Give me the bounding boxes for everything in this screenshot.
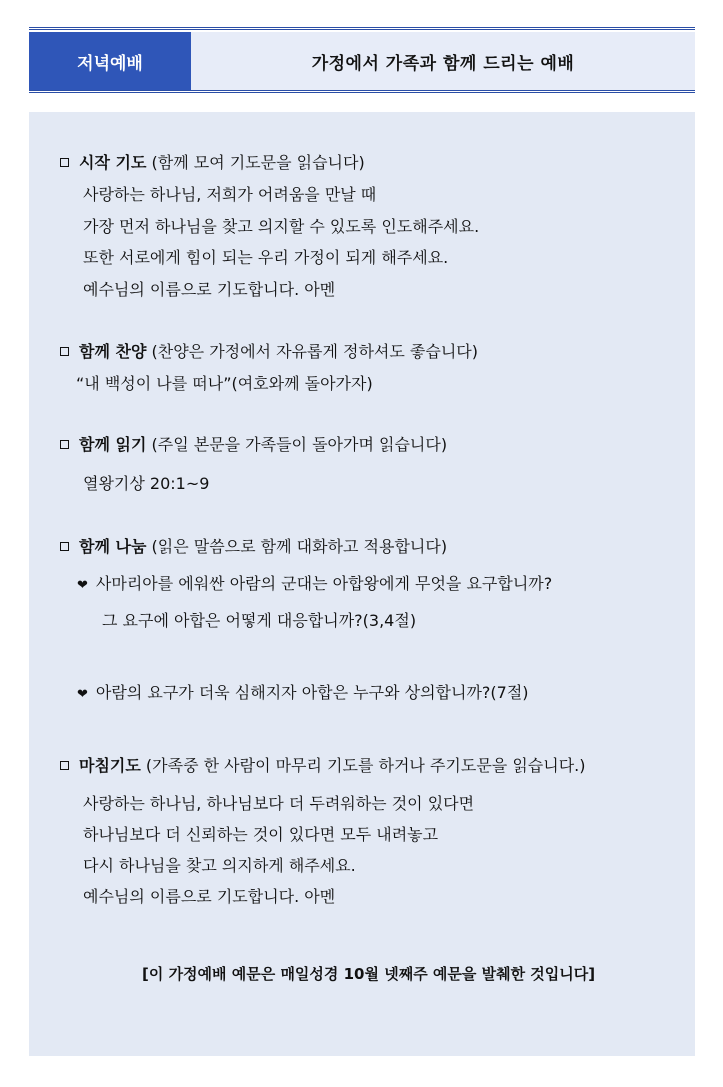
section-opening-prayer-heading <box>60 153 365 173</box>
checkbox-square-icon <box>60 347 69 356</box>
prayer-line: 예수님의 이름으로 기도합니다. 아멘 <box>83 280 336 299</box>
section-praise-heading <box>60 342 478 362</box>
discussion-question-followup: 그 요구에 아합은 어떻게 대응합니까?(3,4절) <box>102 611 417 630</box>
prayer-line: 사랑하는 하나님, 저희가 어려움을 만날 때 <box>83 185 377 204</box>
checkbox-square-icon <box>60 440 69 449</box>
prayer-line: 사랑하는 하나님, 하나님보다 더 두려워하는 것이 있다면 <box>83 794 475 813</box>
header-bar <box>29 27 695 93</box>
checkbox-square-icon <box>60 542 69 551</box>
worship-content <box>29 112 695 1056</box>
checkbox-square-icon <box>60 761 69 770</box>
discussion-question <box>77 683 529 705</box>
section-title: 마침기도 <box>79 756 141 775</box>
page-title: 가정에서 가족과 함께 드리는 예배 <box>191 32 695 90</box>
heart-icon: ❤ <box>77 687 88 702</box>
discussion-question <box>77 574 552 596</box>
scripture-passage: 열왕기상 20:1~9 <box>83 474 210 493</box>
section-closing-prayer-heading <box>60 756 586 776</box>
section-note: (주일 본문을 가족들이 돌아가며 읽습니다) <box>146 435 448 454</box>
question-text: 사마리아를 에워싼 아람의 군대는 아합왕에게 무엇을 요구합니까? <box>95 574 553 593</box>
section-title: 함께 읽기 <box>79 435 147 454</box>
section-note: (읽은 말씀으로 함께 대화하고 적용합니다) <box>146 537 448 556</box>
section-note: (함께 모여 기도문을 읽습니다) <box>146 153 365 172</box>
prayer-line: 예수님의 이름으로 기도합니다. 아멘 <box>83 887 336 906</box>
section-title: 함께 찬양 <box>79 342 147 361</box>
section-sharing-heading <box>60 537 447 557</box>
section-title: 함께 나눔 <box>79 537 147 556</box>
section-reading-heading <box>60 435 447 455</box>
checkbox-square-icon <box>60 158 69 167</box>
prayer-line: 또한 서로에게 힘이 되는 우리 가정이 되게 해주세요. <box>83 248 449 267</box>
prayer-line: 하나님보다 더 신뢰하는 것이 있다면 모두 내려놓고 <box>83 825 439 844</box>
source-note: [이 가정예배 예문은 매일성경 10월 넷째주 예문을 발췌한 것입니다] <box>142 965 596 983</box>
section-note: (찬양은 가정에서 자유롭게 정하셔도 좋습니다) <box>146 342 478 361</box>
section-note: (가족중 한 사람이 마무리 기도를 하거나 주기도문을 읽습니다.) <box>140 756 586 775</box>
section-title: 시작 기도 <box>79 153 147 172</box>
praise-song: “내 백성이 나를 떠나”(여호와께 돌아가자) <box>76 374 373 393</box>
service-label: 저녁예배 <box>29 32 191 90</box>
prayer-line: 가장 먼저 하나님을 찾고 의지할 수 있도록 인도해주세요. <box>83 217 480 236</box>
prayer-line: 다시 하나님을 찾고 의지하게 해주세요. <box>83 856 356 875</box>
heart-icon: ❤ <box>77 578 88 593</box>
question-text: 아람의 요구가 더욱 심해지자 아합은 누구와 상의합니까?(7절) <box>95 683 529 702</box>
